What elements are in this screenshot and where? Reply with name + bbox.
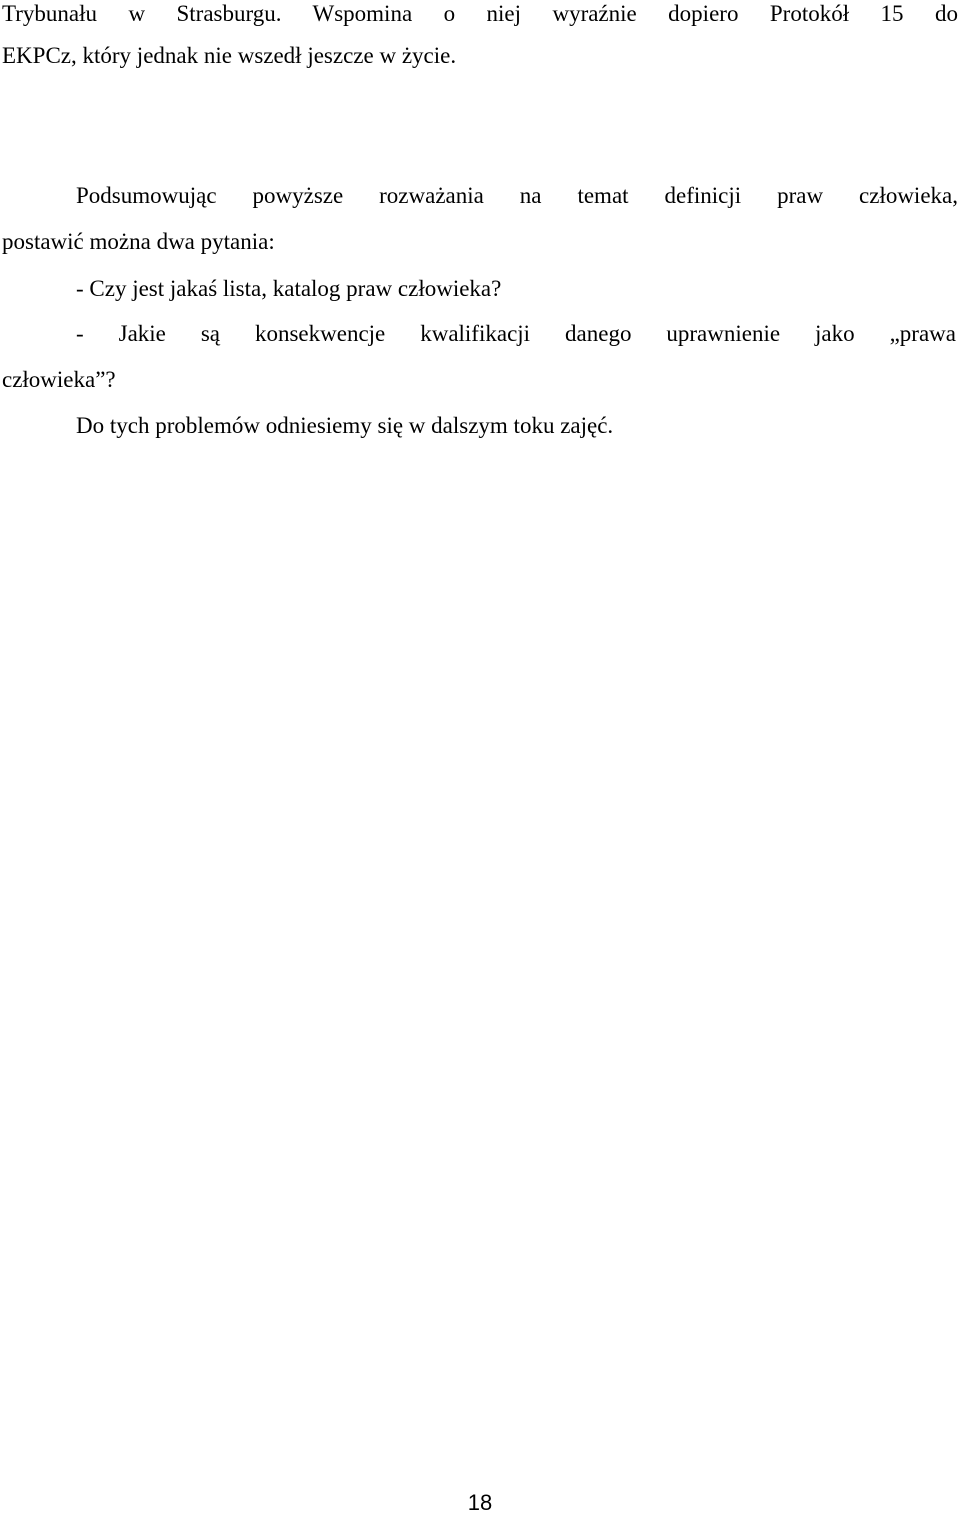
question-1: - Czy jest jakaś lista, katalog praw człowieka? xyxy=(76,276,502,301)
closing-sentence: Do tych problemów odniesiemy się w dalszym toku zajęć. xyxy=(76,413,614,438)
paragraph-1-line-1: Trybunału w Strasburgu. Wspomina o niej wyraźnie dopiero Protokół 15 do xyxy=(2,1,958,26)
question-2-line-2: człowieka”? xyxy=(2,367,116,392)
paragraph-2-line-2: postawić można dwa pytania: xyxy=(2,229,275,254)
page-number: 18 xyxy=(467,1490,493,1515)
paragraph-2-line-1: Podsumowując powyższe rozważania na temat definicji praw człowieka, xyxy=(76,183,958,208)
paragraph-1-line-2: EKPCz, który jednak nie wszedł jeszcze w życie. xyxy=(2,43,457,68)
question-2-line-1: - Jakie są konsekwencje kwalifikacji danego uprawnienie jako „prawa xyxy=(76,321,956,346)
